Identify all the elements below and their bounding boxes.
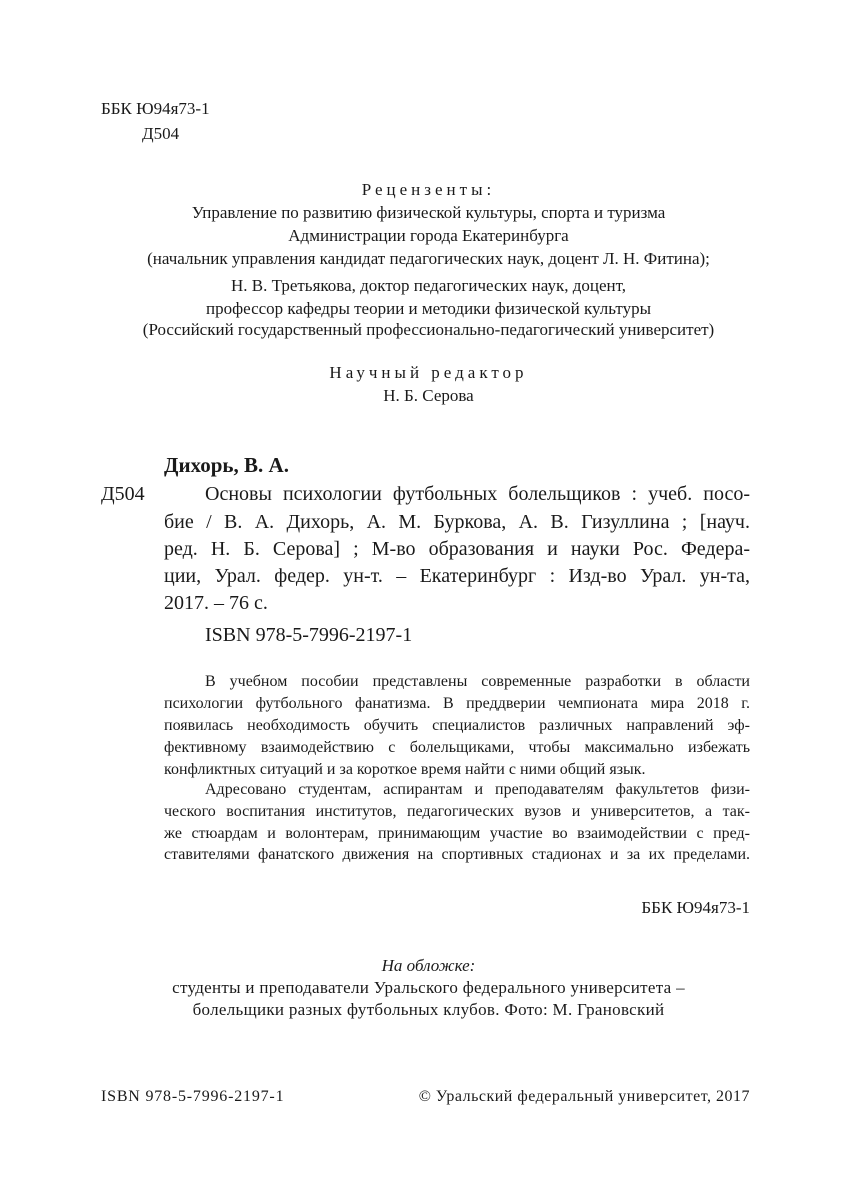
bbk-right: ББК Ю94я73-1 (641, 898, 750, 917)
reviewer-line: (начальник управления кандидат педагогических наук, доцент Л. Н. Фитина); (147, 249, 710, 268)
abstract-line: конфликтных ситуаций и за короткое время найти с ними общий язык. (164, 761, 646, 778)
abstract-line: психологии футбольного фанатизма. В преддверии чемпионата мира 2018 г. (164, 695, 750, 712)
entry-line: Основы психологии футбольных болельщиков : учеб. посо- (205, 483, 750, 505)
editor-name: Н. Б. Серова (383, 386, 474, 405)
entry-line: 2017. – 76 с. (164, 592, 268, 614)
footer-isbn: ISBN 978-5-7996-2197-1 (101, 1088, 285, 1105)
author-code: Д504 (142, 124, 180, 143)
bbk-code: ББК Ю94я73-1 (101, 99, 210, 118)
cover-line: студенты и преподаватели Уральского федерального университета – (172, 978, 685, 997)
reviewer-line: Управление по развитию физической культуры, спорта и туризма (191, 203, 666, 222)
reviewer-line: профессор кафедры теории и методики физической культуры (206, 299, 651, 318)
reviewer-line: Н. В. Третьякова, доктор педагогических наук, доцент, (230, 276, 627, 295)
entry-author: Дихорь, В. А. (164, 453, 289, 477)
abstract-line: же стюардам и волонтерам, принимающим участие во взаимодействии с пред- (164, 825, 750, 842)
abstract-line: В учебном пособии представлены современные разработки в области (205, 673, 750, 690)
abstract-line: фективному взаимодействию с болельщиками, чтобы максимально избежать (164, 739, 750, 756)
reviewers-heading: Рецензенты: (361, 180, 496, 199)
entry-code: Д504 (101, 483, 145, 505)
abstract-line: Адресовано студентам, аспирантам и преподавателям факультетов физи- (205, 781, 750, 798)
cover-heading: На обложке: (381, 956, 476, 975)
entry-line: бие / В. А. Дихорь, А. М. Буркова, А. В. Гизуллина ; [науч. (164, 511, 750, 533)
entry-line: ции, Урал. федер. ун-т. – Екатеринбург : Изд-во Урал. ун-та, (164, 565, 750, 587)
cover-line: болельщики разных футбольных клубов. Фото: М. Грановский (192, 1000, 665, 1019)
editor-heading: Научный редактор (329, 363, 528, 382)
entry-isbn: ISBN 978-5-7996-2197-1 (205, 624, 413, 646)
reviewer-line: Администрации города Екатеринбурга (288, 226, 569, 245)
abstract-line: ставителями фанатского движения на спортивных стадионах и за их пределами. (164, 846, 750, 863)
footer-copyright: © Уральский федеральный университет, 2017 (418, 1088, 750, 1105)
abstract-line: появилась необходимость обучить специалистов различных направлений эф- (164, 717, 750, 734)
reviewer-line: (Российский государственный профессионально-педагогический университет) (142, 320, 715, 339)
entry-line: ред. Н. Б. Серова] ; М-во образования и науки Рос. Федера- (164, 538, 750, 560)
abstract-line: ческого воспитания институтов, педагогических вузов и университетов, а так- (164, 803, 750, 820)
